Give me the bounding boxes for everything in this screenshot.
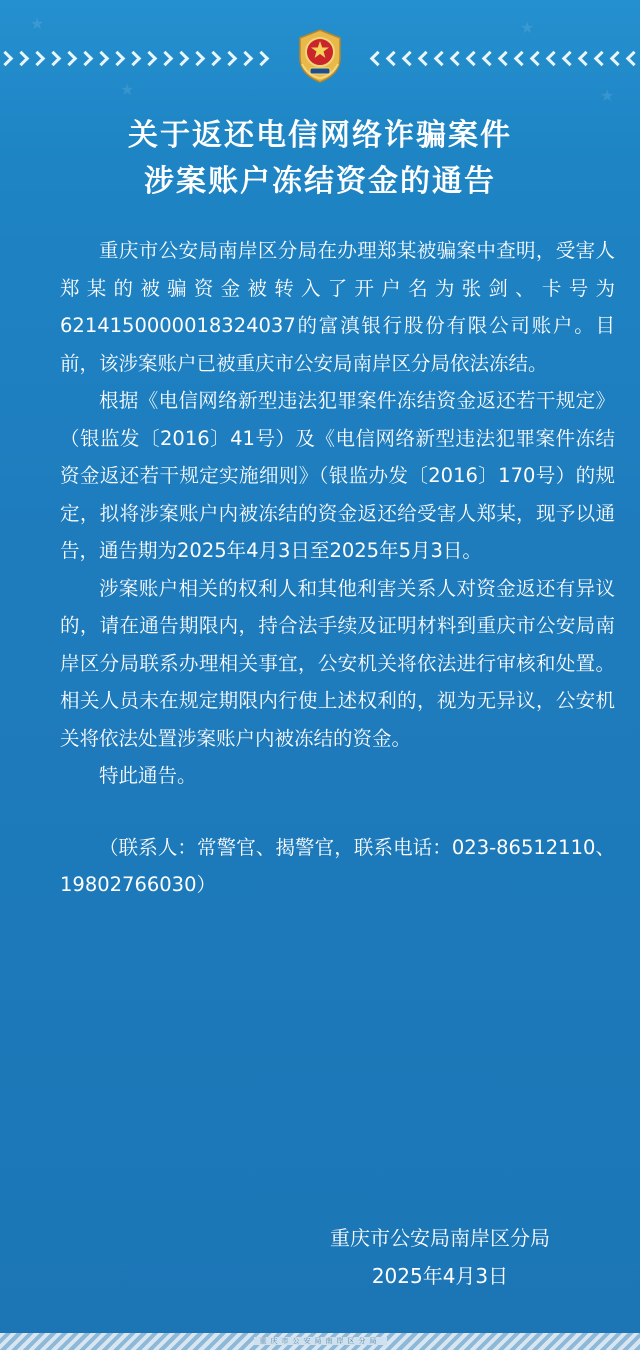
- star-decoration: ★: [120, 80, 135, 99]
- signature-date: 2025年4月3日: [371, 1264, 509, 1288]
- star-decoration: ★: [30, 14, 45, 33]
- footer-label: [0, 1333, 640, 1350]
- signature-organization: 重庆市公安局南岸区分局: [330, 1226, 550, 1250]
- notice-title-line-1: 关于返还电信网络诈骗案件: [128, 118, 512, 153]
- police-emblem-icon: [294, 28, 346, 84]
- contact-info: （联系人：常警官、揭警官，联系电话：023-86512110、19802766030）: [60, 835, 615, 896]
- star-decoration: ★: [520, 18, 535, 37]
- footer-label-text: 重庆市公安局南岸区分局: [254, 1337, 387, 1345]
- paragraph-case-facts: 重庆市公安局南岸区分局在办理郑某被骗案中查明，受害人郑某的被骗资金被转入了开户名为张剑、卡号为6214150000018324037的富滇银行股份有限公司账户。目前，该涉案账户已被重庆市公安局南岸区分局依法冻结。: [60, 239, 615, 375]
- paragraph-closing: 特此通告。: [99, 764, 197, 787]
- notice-title-line-2: 涉案账户冻结资金的通告: [144, 164, 496, 199]
- paragraph-legal-basis: 根据《电信网络新型违法犯罪案件冻结资金返还若干规定》（银监发〔2016〕41号）及《电信网络新型违法犯罪案件冻结资金返还若干规定实施细则》（银监办发〔2016〕170号）的规定，拟将涉案账户内被冻结的资金返还给受害人郑某，现予以通告，通告期为2025年4月3日至2025年5月3日。: [60, 389, 615, 562]
- notice-body: [60, 232, 615, 904]
- star-decoration: ★: [600, 86, 615, 105]
- right-chevron-decoration: [370, 51, 640, 67]
- header-banner: [0, 0, 640, 110]
- left-chevron-decoration: [0, 51, 270, 67]
- paragraph-objection: 涉案账户相关的权利人和其他利害关系人对资金返还有异议的，请在通告期限内，持合法手续及证明材料到重庆市公安局南岸区分局联系办理相关事宜，公安机关将依法进行审核和处置。相关人员未在规定期限内行使上述权利的，视为无异议，公安机关将依法处置涉案账户内被冻结的资金。: [60, 576, 615, 750]
